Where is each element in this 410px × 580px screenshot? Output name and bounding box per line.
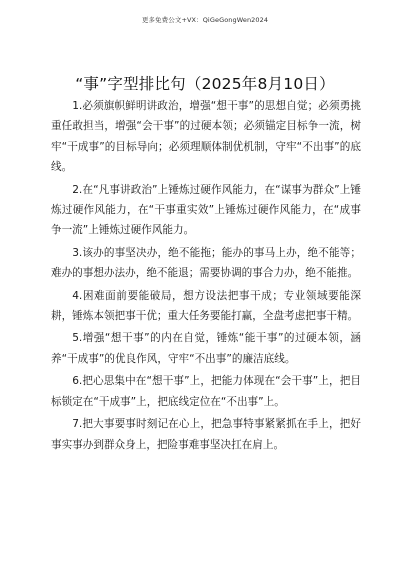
paragraph-4: 4.困难面前要能破局，想方设法把事干成；专业领域要能深耕，锤炼本领把事干优；重大任务要能打赢，全盘考虑把事干精。 bbox=[51, 289, 361, 323]
document-body bbox=[51, 96, 361, 457]
paragraph-1: 1.必须旗帜鲜明讲政治，增强“想干事”的思想自觉；必须勇挑重任敢担当，增强“会干事”的过硬本领；必须锚定目标争一流，树牢“干成事”的目标导向；必须理顺体制优机制，守牢“不出事”的底线。 bbox=[51, 100, 361, 174]
paragraph-5: 5.增强“想干事”的内在自觉，锤炼“能干事”的过硬本领，涵养“干成事”的优良作风，守牢“不出事”的廉洁底线。 bbox=[51, 332, 361, 365]
paragraph-3: 3.该办的事坚决办，绝不能拖；能办的事马上办，绝不能等；难办的事想办法办，绝不能退；需要协调的事合力办，绝不能推。 bbox=[51, 246, 361, 280]
paragraph-7: 7.把大事要事时刻记在心上，把急事特事紧紧抓在手上，把好事实事办到群众身上，把险事难事坚决扛在肩上。 bbox=[51, 418, 361, 451]
paragraph-2: 2.在“凡事讲政治”上锤炼过硬作风能力，在“谋事为群众”上锤炼过硬作风能力，在“干事重实效”上锤炼过硬作风能力，在“成事争一流”上锤炼过硬作风能力。 bbox=[51, 183, 361, 237]
document-title: “事”字型排比句（2025年8月10日） bbox=[75, 75, 335, 93]
header-note: 更多免费公文+VX：QiGeGongWen2024 bbox=[141, 16, 269, 24]
paragraph-6: 6.把心思集中在“想干事”上，把能力体现在“会干事”上，把目标锁定在“干成事”上，把底线定位在“不出事”上。 bbox=[51, 375, 361, 408]
